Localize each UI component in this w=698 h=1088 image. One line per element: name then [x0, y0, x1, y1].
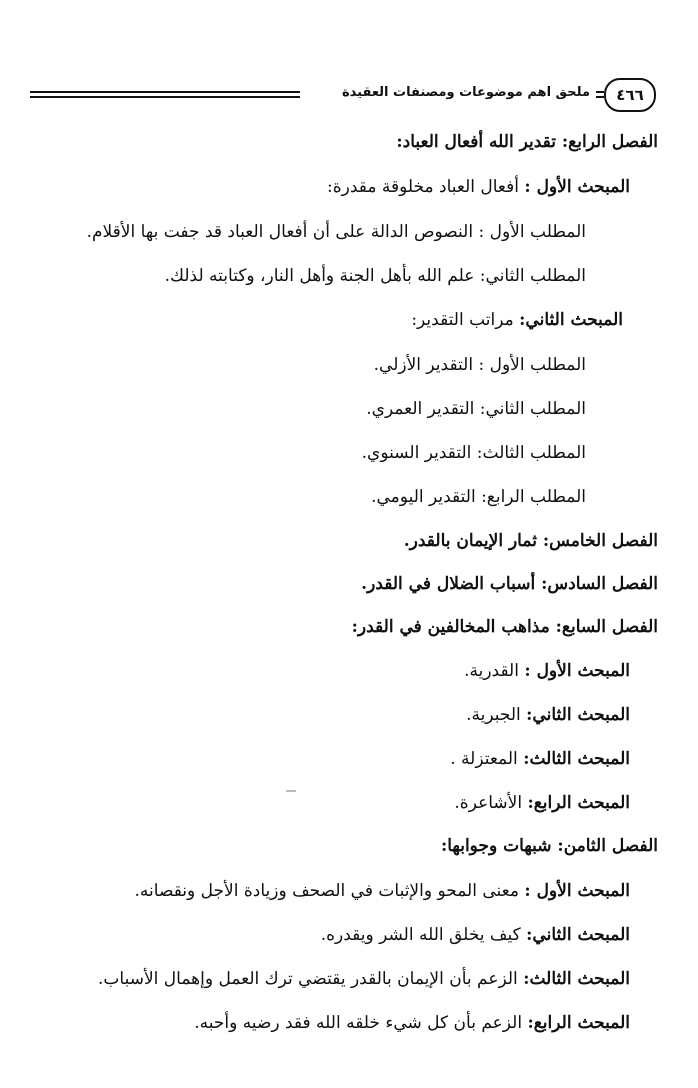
- subsection-line: [366, 396, 586, 422]
- section-label: المبحث الثاني:: [519, 310, 623, 330]
- section-text: معنى المحو والإثبات في الصحف وزيادة الأجل ونقصانه.: [134, 881, 525, 901]
- print-speck: [286, 790, 296, 792]
- chapter-heading: [404, 528, 658, 554]
- line-text: الفصل الخامس: ثمار الإيمان بالقدر.: [403, 531, 658, 551]
- line-text: المطلب الأول : النصوص الدالة على أن أفعال العباد قد جفت بها الأقلام.: [86, 222, 586, 242]
- section-text: كيف يخلق الله الشر ويقدره.: [320, 925, 527, 945]
- line-text: الفصل الرابع: تقدير الله أفعال العباد:: [396, 132, 658, 152]
- section-text: الجبرية.: [466, 705, 527, 725]
- section-line: [411, 307, 623, 333]
- section-label: المبحث الأول :: [524, 661, 630, 681]
- section-label: المبحث الثاني:: [526, 705, 630, 725]
- section-label: المبحث الأول :: [524, 881, 630, 901]
- section-text: مراتب التقدير:: [411, 310, 520, 330]
- section-text: أفعال العباد مخلوقة مقدرة:: [326, 177, 525, 197]
- section-text: الزعم بأن كل شيء خلقه الله فقد رضيه وأحبه.: [194, 1013, 528, 1033]
- line-text: الفصل السادس: أسباب الضلال في القدر.: [361, 574, 658, 594]
- section-label: المبحث الرابع:: [527, 1013, 630, 1033]
- line-text: المطلب الثاني: علم الله بأهل الجنة وأهل النار، وكتابته لذلك.: [164, 266, 586, 286]
- section-line: [327, 174, 630, 200]
- section-text: الزعم بأن الإيمان بالقدر يقتضي ترك العمل وإهمال الأسباب.: [98, 969, 524, 989]
- chapter-heading: [352, 614, 658, 640]
- line-text: المطلب الثاني: التقدير العمري.: [366, 399, 586, 419]
- section-line: [454, 790, 630, 816]
- line-text: الفصل السابع: مذاهب المخالفين في القدر:: [351, 617, 658, 637]
- chapter-heading: [361, 571, 658, 597]
- page-header: [30, 78, 656, 114]
- section-line: [321, 922, 630, 948]
- section-label: المبحث الأول :: [524, 177, 630, 197]
- subsection-line: [87, 219, 586, 245]
- section-line: [194, 1010, 630, 1036]
- section-label: المبحث الثالث:: [523, 969, 630, 989]
- section-label: المبحث الثالث:: [523, 749, 630, 769]
- section-text: المعتزلة .: [450, 749, 524, 769]
- section-label: المبحث الرابع:: [527, 793, 630, 813]
- line-text: الفصل الثامن: شبهات وجوابها:: [440, 836, 658, 856]
- page-number: ٤٦٦: [604, 78, 656, 112]
- header-rule-right: [596, 91, 604, 98]
- line-text: المطلب الأول : التقدير الأزلي.: [373, 355, 586, 375]
- running-title: ملحق اهم موضوعات ومصنفات العقيدة: [336, 85, 596, 100]
- section-line: [450, 746, 630, 772]
- section-text: الأشاعرة.: [454, 793, 528, 813]
- section-line: [135, 878, 630, 904]
- subsection-line: [374, 352, 586, 378]
- section-line: [98, 966, 630, 992]
- header-rule-left: [30, 91, 300, 98]
- line-text: المطلب الثالث: التقدير السنوي.: [361, 443, 586, 463]
- subsection-line: [371, 484, 586, 510]
- chapter-heading: [441, 833, 658, 859]
- section-label: المبحث الثاني:: [526, 925, 630, 945]
- chapter-heading: [396, 129, 658, 155]
- line-text: المطلب الرابع: التقدير اليومي.: [371, 487, 586, 507]
- section-line: [464, 658, 630, 684]
- section-text: القدرية.: [464, 661, 525, 681]
- subsection-line: [362, 440, 586, 466]
- section-line: [466, 702, 630, 728]
- subsection-line: [165, 263, 586, 289]
